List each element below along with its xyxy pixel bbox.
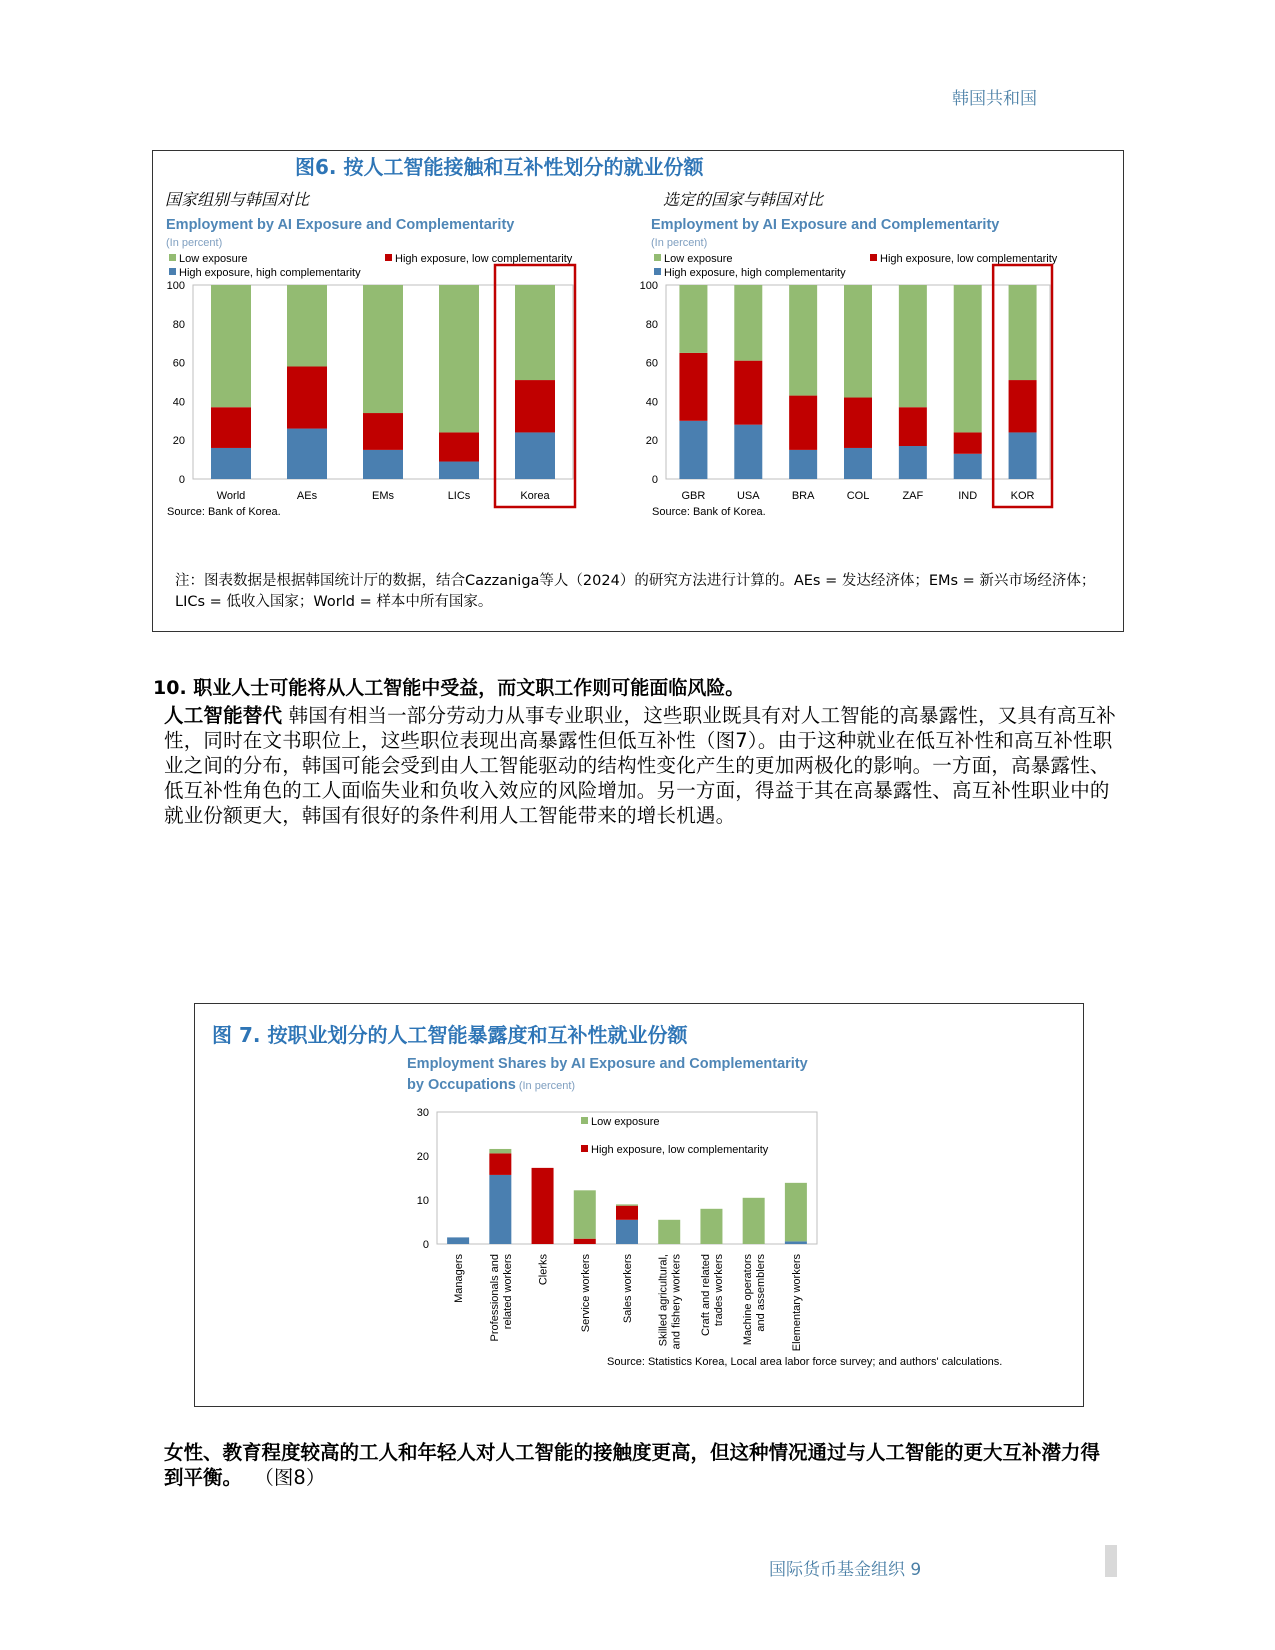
bar-segment: [954, 454, 982, 479]
bar-segment: [489, 1175, 511, 1244]
closing-bold: 女性、教育程度较高的工人和年轻人对人工智能的接触度更高，但这种情况通过与人工智能的更大互补潜力得到平衡。: [164, 1441, 1101, 1489]
bar-segment: [844, 448, 872, 479]
bar-segment: [789, 450, 817, 479]
bar-segment: [574, 1239, 596, 1244]
footer-org: 国际货币基金组织: [769, 1560, 905, 1580]
y-tick-label: 40: [172, 396, 185, 409]
legend-label: High exposure, low complementarity: [395, 253, 573, 265]
legend-label: Low exposure: [664, 253, 733, 265]
bar-segment: [439, 462, 479, 479]
bar-segment: [734, 425, 762, 479]
bar-segment: [899, 407, 927, 446]
bar-segment: [658, 1220, 680, 1244]
chart-subtitle: (In percent): [166, 237, 223, 249]
x-tick-label-line: related workers: [501, 1254, 514, 1330]
bar-segment: [363, 450, 403, 479]
chart-title: Employment by AI Exposure and Complementarity: [166, 217, 515, 233]
figure-7-title: 图 7. 按职业划分的人工智能暴露度和互补性就业份额: [212, 1023, 688, 1047]
x-tick-label-line: and fishery workers: [670, 1254, 683, 1350]
x-tick-label: [791, 1254, 803, 1352]
bar-segment: [515, 432, 555, 479]
chart-source: Source: Bank of Korea.: [167, 506, 281, 518]
x-tick-label: AEs: [296, 490, 318, 502]
header-country: 韩国共和国: [952, 89, 1037, 109]
figure-6-right-subtitle: 选定的国家与韩国对比: [663, 190, 824, 209]
x-tick-label: [658, 1254, 683, 1350]
x-tick-label: IND: [958, 490, 978, 502]
x-tick-label-line: Elementary workers: [790, 1254, 803, 1352]
bar-segment: [899, 285, 927, 407]
chart-selected-countries: [638, 151, 1123, 551]
bar-segment: [211, 448, 251, 479]
bar-segment: [616, 1220, 638, 1244]
bar-segment: [287, 429, 327, 479]
x-tick-label-line: and assemblers: [755, 1254, 768, 1332]
x-tick-label: GBR: [681, 490, 706, 502]
bar-segment: [439, 285, 479, 432]
bar-segment: [447, 1237, 469, 1244]
bar-segment: [954, 285, 982, 432]
x-tick-label: KOR: [1010, 490, 1035, 502]
x-tick-label-line: Clerks: [537, 1254, 550, 1286]
bar-segment: [700, 1209, 722, 1244]
x-tick-label-line: Service workers: [579, 1254, 592, 1333]
bar-segment: [439, 432, 479, 461]
chart-subtitle: (In percent): [651, 237, 708, 249]
section-heading: 10. 职业人士可能将从人工智能中受益，而文职工作则可能面临风险。: [153, 677, 745, 699]
x-tick-label: [742, 1254, 767, 1346]
x-tick-label-line: Skilled agricultural,: [657, 1254, 670, 1347]
x-tick-label: EMs: [372, 490, 394, 502]
bar-segment: [899, 446, 927, 479]
y-tick-label: 60: [172, 357, 185, 370]
bar-segment: [515, 285, 555, 380]
x-tick-label: [622, 1254, 634, 1324]
bar-segment: [211, 285, 251, 407]
y-tick-label: 20: [645, 435, 658, 448]
y-tick-label: 100: [166, 280, 185, 292]
x-tick-label: LICs: [447, 490, 471, 502]
closing-figure-ref: （图8）: [254, 1466, 326, 1489]
bar-segment: [734, 361, 762, 425]
bar-segment: [287, 366, 327, 428]
legend-swatch: [385, 254, 392, 261]
chart-subtitle: (In percent): [515, 1080, 576, 1092]
legend-swatch: [654, 268, 661, 275]
chart-source: Source: Bank of Korea.: [652, 506, 766, 518]
legend-swatch: [870, 254, 877, 261]
bar-segment: [616, 1206, 638, 1220]
section-paragraph: [164, 703, 1124, 828]
legend-swatch: [581, 1117, 588, 1124]
footer: [769, 1555, 921, 1580]
legend-label: Low exposure: [179, 253, 248, 265]
bar-segment: [743, 1198, 765, 1244]
figure-6-title: 图6. 按人工智能接触和互补性划分的就业份额: [295, 155, 704, 179]
x-tick-label-line: Sales workers: [622, 1254, 634, 1324]
y-tick-label: 40: [645, 396, 658, 409]
section-body: 韩国有相当一部分劳动力从事专业职业，这些职业既具有对人工智能的高暴露性，又具有高互补性，同时在文书职位上，这些职位表现出高暴露性但低互补性（图7）。由于这种就业在低互补性和高互补性职业之间的分布，韩国可能会受到由人工智能驱动的结构性变化产生的更加两极化的影响。一方面，高暴露性、低互补性角色的工人面临失业和负收入效应的风险增加。另一方面，得益于其在高暴露性、高互补性职业中的就业份额更大，韩国有很好的条件利用人工智能带来的增长机遇。: [164, 704, 1117, 827]
chart-title-line-2: by Occupations (In percent): [407, 1077, 576, 1093]
closing-paragraph: [164, 1440, 1104, 1490]
bar-segment: [574, 1190, 596, 1238]
y-tick-label: 0: [178, 474, 185, 486]
bar-segment: [785, 1183, 807, 1242]
page-scroll-tab: [1105, 1545, 1117, 1577]
bar-segment: [363, 285, 403, 413]
section-lead: 人工智能替代: [164, 704, 283, 727]
y-tick-label: 20: [416, 1151, 429, 1163]
legend-label: High exposure, high complementarity: [664, 267, 846, 279]
x-tick-label-line: Craft and related: [699, 1254, 712, 1336]
bar-segment: [489, 1149, 511, 1153]
bar-segment: [489, 1153, 511, 1175]
x-tick-label-line: Professionals and: [488, 1254, 501, 1342]
bar-segment: [679, 285, 707, 353]
figure-6-note: 注：图表数据是根据韩国统计厅的数据，结合Cazzaniga等人（2024）的研究方法进行计算的。AEs = 发达经济体；EMs = 新兴市场经济体；LICs = 低收入国家；World = 样本中所有国家。: [175, 573, 1096, 610]
y-tick-label: 30: [416, 1107, 429, 1119]
y-tick-label: 20: [172, 435, 185, 448]
bar-segment: [287, 285, 327, 366]
x-tick-label-line: Managers: [453, 1254, 466, 1303]
bar-segment: [363, 413, 403, 450]
legend-swatch: [581, 1145, 588, 1152]
legend-swatch: [169, 254, 176, 261]
legend-label: High exposure, low complementarity: [880, 253, 1058, 265]
legend-label: High exposure, high complementarity: [179, 267, 361, 279]
chart-title: Employment by AI Exposure and Complementarity: [651, 217, 1000, 233]
bar-segment: [1009, 285, 1037, 380]
x-tick-label: BRA: [791, 490, 815, 502]
bar-segment: [785, 1241, 807, 1244]
y-tick-label: 10: [416, 1195, 429, 1207]
x-tick-label: [489, 1254, 514, 1342]
bar-segment: [734, 285, 762, 361]
bar-segment: [954, 432, 982, 453]
y-tick-label: 60: [645, 357, 658, 370]
x-tick-label: USA: [736, 490, 760, 502]
x-tick-label-line: Machine operators: [742, 1254, 755, 1346]
bar-segment: [789, 285, 817, 396]
legend-label: High exposure, low complementarity: [591, 1144, 769, 1156]
bar-segment: [1009, 432, 1037, 479]
x-tick-label: [700, 1254, 725, 1336]
bar-segment: [679, 353, 707, 421]
bar-segment: [211, 407, 251, 448]
figure-6: [152, 150, 1124, 632]
bar-segment: [679, 421, 707, 479]
chart-country-groups: [153, 151, 638, 551]
legend-swatch: [169, 268, 176, 275]
figure-6-left-subtitle: 国家组别与韩国对比: [165, 190, 310, 209]
x-tick-label: [453, 1254, 465, 1303]
x-tick-label: Korea: [520, 490, 550, 502]
chart-occupations: [195, 1004, 1083, 1404]
legend-label: Low exposure: [591, 1116, 660, 1128]
bar-segment: [515, 380, 555, 432]
bar-segment: [616, 1204, 638, 1205]
y-tick-label: 80: [172, 318, 185, 331]
y-tick-label: 100: [639, 280, 658, 292]
x-tick-label: ZAF: [902, 490, 924, 502]
chart-source: Source: Statistics Korea, Local area labor force survey; and authors' calculations.: [607, 1356, 1003, 1368]
x-tick-label: [580, 1254, 592, 1333]
y-tick-label: 0: [651, 474, 658, 486]
bar-segment: [532, 1168, 554, 1244]
bar-segment: [1009, 380, 1037, 432]
legend-swatch: [654, 254, 661, 261]
bar-segment: [844, 398, 872, 448]
x-tick-label: COL: [846, 490, 870, 502]
x-tick-label: World: [216, 490, 246, 502]
chart-title: Employment Shares by AI Exposure and Complementarity: [407, 1056, 808, 1072]
y-tick-label: 80: [645, 318, 658, 331]
x-tick-label-line: trades workers: [712, 1254, 725, 1327]
y-tick-label: 0: [422, 1239, 429, 1251]
bar-segment: [789, 396, 817, 450]
figure-7: [194, 1003, 1084, 1407]
x-tick-label: [538, 1254, 550, 1286]
bar-segment: [844, 285, 872, 398]
page-number: 9: [910, 1560, 922, 1580]
